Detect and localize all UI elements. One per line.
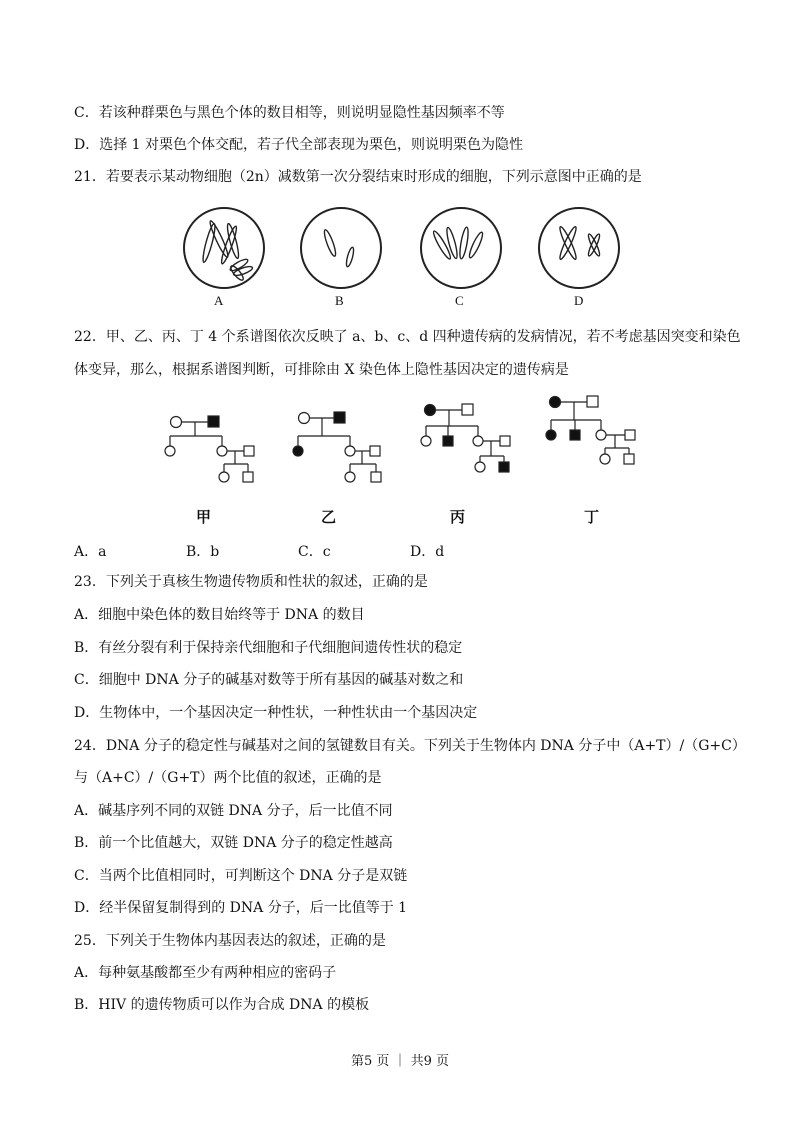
cell-diagram-b [298, 205, 384, 291]
q22-option-d: D．d [410, 544, 445, 560]
pedigree-bing [418, 400, 528, 480]
q24-option-a: A．碱基序列不同的双链 DNA 分子，后一比值不同 [74, 803, 393, 819]
q20-option-c: C．若该种群栗色与黑色个体的数目相等，则说明显隐性基因频率不等 [74, 105, 505, 121]
q22-stem-line2: 体变异，那么，根据系谱图判断，可排除由 X 染色体上隐性基因决定的遗传病是 [74, 362, 569, 378]
q22-stem-line1: 22．甲、乙、丙、丁 4 个系谱图依次反映了 a、b、c、d 四种遗传病的发病情况，若不考虑基因突变和染色 [74, 329, 741, 345]
q25-stem: 25．下列关于生物体内基因表达的叙述，正确的是 [74, 933, 386, 949]
q22-option-c: C．c [298, 544, 331, 560]
q21-stem: 21．若要表示某动物细胞（2n）减数第一次分裂结束时形成的细胞，下列示意图中正确的是 [74, 169, 642, 185]
pedigree-jia [160, 408, 270, 488]
cell-diagram-a [181, 205, 267, 291]
q23-option-a: A．细胞中染色体的数目始终等于 DNA 的数目 [74, 607, 365, 623]
q25-option-b: B．HIV 的遗传物质可以作为合成 DNA 的模板 [74, 997, 370, 1013]
cell-label-b: B [335, 293, 344, 308]
pedigree-yi [290, 408, 400, 488]
cell-label-c: C [455, 293, 464, 308]
page-footer: 第5 页 ｜ 共9 页 [350, 1054, 450, 1069]
q23-option-c: C．细胞中 DNA 分子的碱基对数等于所有基因的碱基对数之和 [74, 672, 464, 688]
pedigree-label-jia: 甲 [196, 508, 212, 526]
q24-option-d: D．经半保留复制得到的 DNA 分子，后一比值等于 1 [74, 900, 408, 916]
q20-option-d: D．选择 1 对栗色个体交配，若子代全部表现为栗色，则说明栗色为隐性 [74, 137, 524, 153]
q23-stem: 23．下列关于真核生物遗传物质和性状的叙述，正确的是 [74, 574, 428, 590]
cell-diagram-c [418, 205, 504, 291]
pedigree-label-ding: 丁 [584, 508, 600, 526]
q23-option-d: D．生物体中，一个基因决定一种性状，一种性状由一个基因决定 [74, 705, 478, 721]
q25-option-a: A．每种氨基酸都至少有两种相应的密码子 [74, 965, 337, 981]
q24-option-b: B．前一个比值越大，双链 DNA 分子的稳定性越高 [74, 835, 393, 851]
q23-option-b: B．有丝分裂有利于保持亲代细胞和子代细胞间遗传性状的稳定 [74, 640, 463, 656]
q22-option-b: B．b [186, 544, 220, 560]
q22-option-a: A．a [74, 544, 107, 560]
cell-label-a: A [214, 293, 224, 308]
q24-stem-line1: 24．DNA 分子的稳定性与碱基对之间的氢键数目有关。下列关于生物体内 DNA 分子中（A+T）/（G+C） [74, 738, 746, 754]
pedigree-label-yi: 乙 [321, 508, 337, 526]
cell-diagram-d [536, 205, 622, 291]
pedigree-ding [543, 394, 653, 474]
q24-stem-line2: 与（A+C）/（G+T）两个比值的叙述，正确的是 [74, 770, 382, 786]
cell-label-d: D [574, 293, 584, 308]
pedigree-label-bing: 丙 [450, 508, 466, 526]
q24-option-c: C．当两个比值相同时，可判断这个 DNA 分子是双链 [74, 868, 408, 884]
